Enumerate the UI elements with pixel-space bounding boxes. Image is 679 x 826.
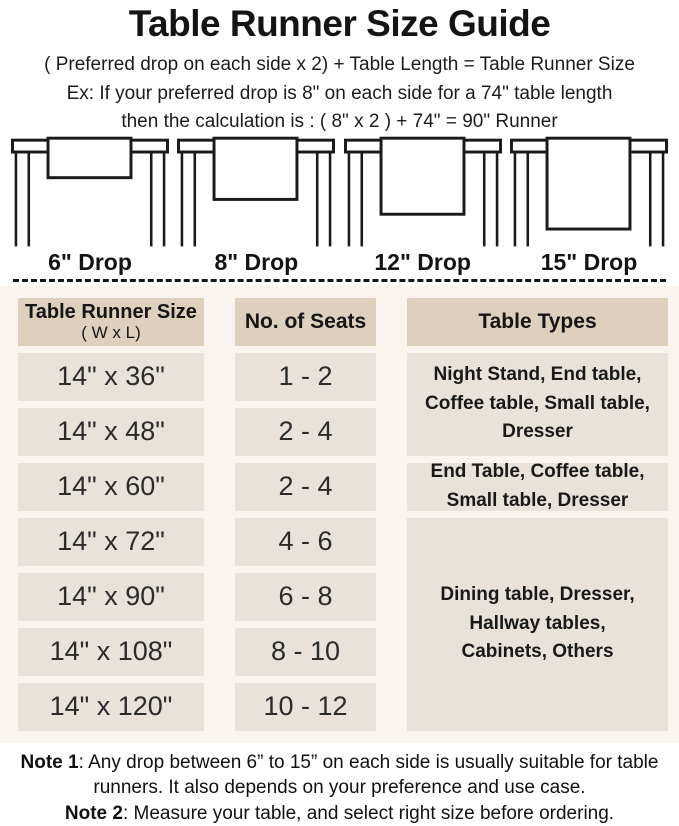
runner [214, 139, 297, 200]
table-types-cell-small-tables: Night Stand, End table, Coffee table, Small table, Dresser [407, 353, 668, 456]
drop-label: 15" Drop [540, 249, 638, 276]
size-cell: 14" x 108" [18, 628, 204, 676]
table-runner-6-drop-icon [11, 136, 169, 249]
seats-cell: 10 - 12 [235, 683, 376, 731]
size-cell: 14" x 72" [18, 518, 204, 566]
drop-figure-6 [11, 136, 169, 275]
column-header-seats: No. of Seats [235, 298, 376, 346]
size-table-section [0, 286, 679, 743]
size-cell: 14" x 120" [18, 683, 204, 731]
note-2-text: : Measure your table, and select right size before ordering. [122, 802, 615, 824]
note-1-label: Note 1 [20, 751, 79, 773]
note-1-text: : Any drop between 6” to 15” on each side is usually suitable for table runners. It also depends on your preference and use case. [78, 751, 659, 799]
runner [48, 139, 131, 179]
table-runner-8-drop-icon [177, 136, 335, 249]
drop-illustrations-row [0, 134, 679, 275]
size-cell: 14" x 48" [18, 408, 204, 456]
runner [547, 139, 630, 230]
table-types-cell-medium-tables: End Table, Coffee table, Small table, Dresser [407, 463, 668, 511]
notes-section [0, 743, 679, 826]
seats-cell: 2 - 4 [235, 408, 376, 456]
seats-cell: 2 - 4 [235, 463, 376, 511]
seats-cell: 1 - 2 [235, 353, 376, 401]
drop-figure-8 [177, 136, 335, 275]
size-cell: 14" x 90" [18, 573, 204, 621]
column-header-table-types: Table Types [407, 298, 668, 346]
example-line-2: then the calculation is : ( 8" x 2 ) + 74" = 90" Runner [121, 110, 558, 132]
note-2 [8, 801, 671, 826]
seats-cell: 4 - 6 [235, 518, 376, 566]
seats-cell: 6 - 8 [235, 573, 376, 621]
runner [381, 139, 464, 215]
drop-label: 12" Drop [374, 249, 471, 276]
drop-label: 6" Drop [48, 249, 132, 276]
example-line-1: Ex: If your preferred drop is 8" on each side for a 74" table length [66, 83, 613, 105]
table-runner-12-drop-icon [344, 136, 502, 249]
page-title: Table Runner Size Guide [128, 3, 551, 44]
size-table [0, 286, 679, 743]
table-runner-15-drop-icon [510, 136, 668, 249]
note-1 [8, 750, 671, 801]
size-cell: 14" x 60" [18, 463, 204, 511]
dashed-divider [13, 279, 666, 282]
size-cell: 14" x 36" [18, 353, 204, 401]
note-2-label: Note 2 [64, 802, 123, 824]
drop-figure-15 [510, 136, 668, 275]
seats-cell: 8 - 10 [235, 628, 376, 676]
column-header-runner-size: Table Runner Size ( W x L) [18, 298, 204, 346]
drop-label: 8" Drop [214, 249, 299, 276]
drop-figure-12 [344, 136, 502, 275]
table-types-cell-large-tables: Dining table, Dresser, Hallway tables, Cabinets, Others [407, 518, 668, 731]
formula-text: ( Preferred drop on each side x 2) + Table Length = Table Runner Size [44, 54, 635, 76]
